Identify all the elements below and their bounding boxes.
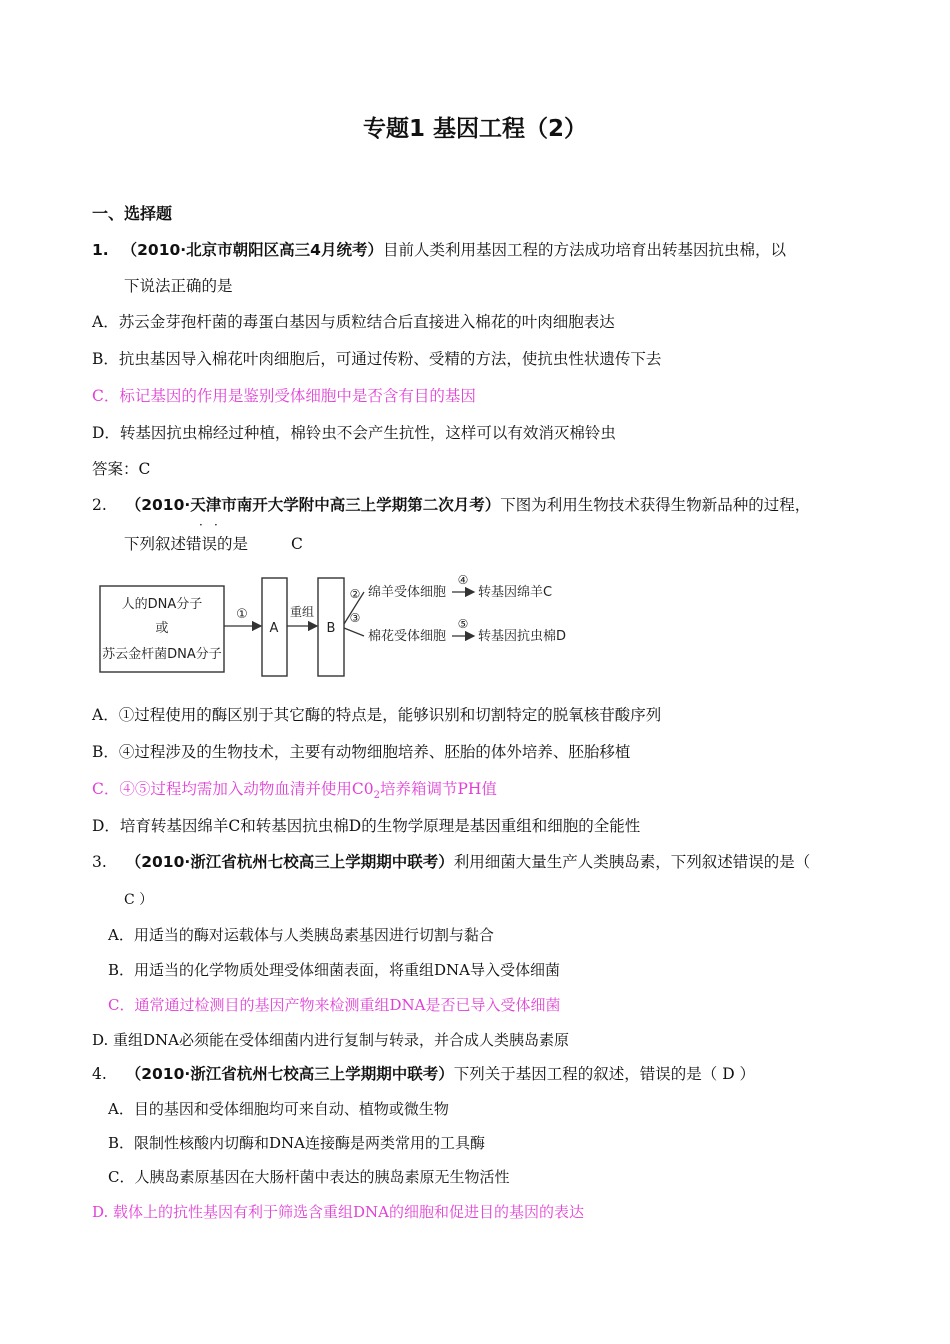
q2-stem-line2: [124, 534, 303, 554]
q2-option-c-text: C．④⑤过程均需加入动物血清并使用: [92, 780, 352, 798]
q3-stem-line2: C ）: [124, 892, 154, 908]
q2-answer: C: [290, 535, 303, 553]
step1-label: ①: [236, 607, 248, 622]
cotton-cell-label: 棉花受体细胞: [368, 629, 447, 644]
q4-option-b: B．限制性核酸内切酶和DNA连接酶是两类常用的工具酶: [108, 1134, 486, 1152]
q2-option-a: A．①过程使用的酶区别于其它酶的特点是，能够识别和切割特定的脱氧核苷酸序列: [92, 706, 662, 724]
q1-option-b: B．抗虫基因导入棉花叶肉细胞后，可通过传粉、受精的方法，使抗虫性状遗传下去: [92, 350, 662, 368]
q3-option-c: C．通常通过检测目的基因产物来检测重组DNA是否已导入受体细菌: [108, 996, 561, 1014]
section-heading: 一、选择题: [92, 204, 173, 223]
source-box-line1: 人的DNA分子: [121, 597, 203, 612]
q1-option-c: C．标记基因的作用是鉴别受体细胞中是否含有目的基因: [92, 387, 476, 405]
q1-stem-line1: [92, 240, 786, 260]
recombine-label: 重组: [289, 605, 315, 619]
q4-stem-text1: 下列关于基因工程的叙述，错误的是（ D ）: [453, 1065, 756, 1083]
cotton-result-label: 转基因抗虫棉D: [478, 629, 567, 644]
step5-label: ⑤: [457, 617, 469, 631]
emphasis-dot: ·: [214, 518, 218, 532]
q2-option-c: [92, 779, 497, 806]
q1-stem-line2: 下说法正确的是: [124, 277, 233, 295]
emphasis-dot: ·: [199, 518, 203, 532]
sheep-result-label: 转基因绵羊C: [478, 585, 553, 600]
q1-option-d: D．转基因抗虫棉经过种植，棉铃虫不会产生抗性，这样可以有效消灭棉铃虫: [92, 424, 616, 442]
node-a-label: A: [269, 621, 279, 636]
process-diagram: [98, 570, 568, 700]
q1-number: 1.: [92, 241, 109, 259]
page-title: 专题1 基因工程（2）: [362, 116, 587, 142]
node-b-label: B: [326, 621, 336, 636]
q4-option-a: A．目的基因和受体细胞均可来自动、植物或微生物: [108, 1100, 449, 1118]
q3-stem-line1: [92, 852, 810, 872]
source-box-line2: 或: [155, 621, 169, 636]
co2-subscript: 2: [373, 790, 380, 802]
q2-stem-text2: 下列叙述错误的是: [124, 535, 249, 553]
source-box-line3: 苏云金杆菌DNA分子: [102, 647, 222, 662]
co2-text: C0: [351, 780, 374, 798]
q4-number: 4.: [92, 1065, 107, 1083]
q3-source: （2010·浙江省杭州七校高三上学期期中联考）: [125, 853, 454, 871]
q1-option-a: A．苏云金芽孢杆菌的毒蛋白基因与质粒结合后直接进入棉花的叶肉细胞表达: [92, 313, 615, 331]
q3-option-a: A．用适当的酶对运载体与人类胰岛素基因进行切割与黏合: [108, 926, 494, 944]
q3-stem-text1: 利用细菌大量生产人类胰岛素，下列叙述错误的是（: [453, 853, 811, 871]
q2-option-c-text-end: 培养箱调节PH值: [379, 780, 497, 798]
q4-stem-line1: [92, 1064, 755, 1084]
q1-stem-text1: 目前人类利用基因工程的方法成功培育出转基因抗虫棉，以: [382, 241, 786, 259]
step4-label: ④: [457, 573, 469, 587]
q2-option-b: B．④过程涉及的生物技术，主要有动物细胞培养、胚胎的体外培养、胚胎移植: [92, 743, 631, 761]
q4-option-c: C．人胰岛素原基因在大肠杆菌中表达的胰岛素原无生物活性: [108, 1168, 510, 1186]
q2-stem-text1: 下图为利用生物技术获得生物新品种的过程，: [500, 496, 811, 514]
q2-number: 2.: [92, 496, 107, 514]
q3-option-b: B．用适当的化学物质处理受体细菌表面，将重组DNA导入受体细菌: [108, 961, 561, 979]
q4-option-d: D. 载体上的抗性基因有利于筛选含重组DNA的细胞和促进目的基因的表达: [92, 1203, 585, 1221]
q3-number: 3.: [92, 853, 107, 871]
q1-source: （2010·北京市朝阳区高三4月统考）: [121, 241, 383, 259]
step2-label: ②: [349, 587, 361, 601]
q4-source: （2010·浙江省杭州七校高三上学期期中联考）: [125, 1065, 454, 1083]
q1-answer: 答案：C: [92, 460, 151, 478]
q3-option-d: D. 重组DNA必须能在受体细菌内进行复制与转录，并合成人类胰岛素原: [92, 1031, 570, 1049]
q2-option-d: D．培育转基因绵羊C和转基因抗虫棉D的生物学原理是基因重组和细胞的全能性: [92, 817, 641, 835]
q2-stem-line1: [92, 495, 810, 515]
branch-lower: [344, 628, 364, 636]
q2-source: （2010·天津市南开大学附中高三上学期第二次月考）: [125, 496, 501, 514]
sheep-cell-label: 绵羊受体细胞: [368, 585, 447, 600]
step3-label: ③: [349, 611, 361, 625]
